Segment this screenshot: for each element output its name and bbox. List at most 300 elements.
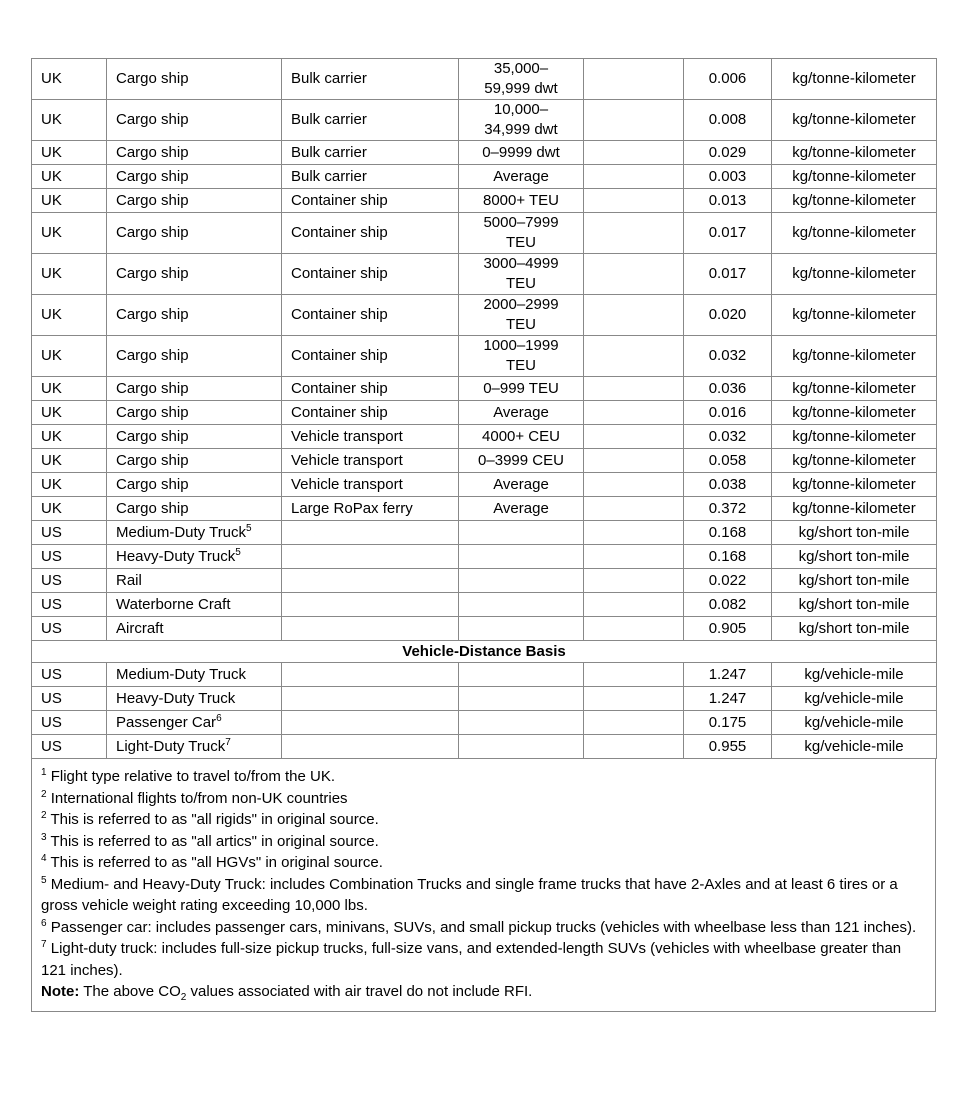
size-cell-text: 5000–7999 TEU xyxy=(483,214,559,251)
mode-cell xyxy=(107,735,282,759)
note-label: Note: xyxy=(41,983,80,1000)
factor-cell-text: 0.029 xyxy=(708,143,747,161)
table-row xyxy=(32,711,937,735)
unit-cell-text: kg/short ton-mile xyxy=(798,619,910,637)
mode-cell-text: Cargo ship xyxy=(116,427,189,445)
mode-cell xyxy=(107,521,282,545)
footnote-mark: 2 xyxy=(41,788,47,800)
region-cell xyxy=(32,735,107,759)
unit-cell xyxy=(772,473,937,497)
blank-cell xyxy=(584,254,684,295)
table-row xyxy=(32,189,937,213)
size-cell xyxy=(459,295,584,336)
factor-cell-text: 0.032 xyxy=(708,427,747,445)
unit-cell-text: kg/tonne-kilometer xyxy=(792,499,916,517)
factor-cell xyxy=(684,295,772,336)
factor-cell-text: 0.036 xyxy=(708,379,747,397)
footnote-text: This is referred to as "all rigids" in original source. xyxy=(46,811,379,828)
unit-cell xyxy=(772,687,937,711)
type-cell-text: Vehicle transport xyxy=(291,427,403,445)
region-cell-text: UK xyxy=(41,379,62,397)
factor-cell xyxy=(684,617,772,641)
unit-cell xyxy=(772,663,937,687)
table-row xyxy=(32,449,937,473)
type-cell xyxy=(282,254,459,295)
footnote-ref: 5 xyxy=(235,546,241,558)
region-cell xyxy=(32,401,107,425)
region-cell xyxy=(32,141,107,165)
mode-cell-text: Cargo ship xyxy=(116,70,189,87)
unit-cell xyxy=(772,295,937,336)
mode-cell xyxy=(107,377,282,401)
factor-cell-text: 0.003 xyxy=(708,167,747,185)
type-cell xyxy=(282,593,459,617)
unit-cell-text: kg/tonne-kilometer xyxy=(792,167,916,185)
mode-cell xyxy=(107,569,282,593)
region-cell-text: US xyxy=(41,713,62,731)
table-row xyxy=(32,569,937,593)
mode-cell-text: Cargo ship xyxy=(116,224,189,241)
mode-cell-text: Heavy-Duty Truck xyxy=(116,547,236,565)
region-cell-text: UK xyxy=(41,167,62,185)
factor-cell-text: 0.082 xyxy=(708,595,747,613)
region-cell-text: US xyxy=(41,619,62,637)
mode-cell-text: Cargo ship xyxy=(116,306,189,323)
factor-cell xyxy=(684,213,772,254)
region-cell-text: UK xyxy=(41,475,62,493)
type-cell xyxy=(282,59,459,100)
size-cell xyxy=(459,165,584,189)
factor-cell xyxy=(684,165,772,189)
unit-cell-text: kg/short ton-mile xyxy=(798,523,910,541)
footnote-item xyxy=(41,788,926,810)
type-cell xyxy=(282,425,459,449)
unit-cell-text: kg/tonne-kilometer xyxy=(792,265,916,282)
type-cell xyxy=(282,521,459,545)
region-cell-text: UK xyxy=(41,347,62,364)
factor-cell xyxy=(684,663,772,687)
type-cell xyxy=(282,687,459,711)
region-cell-text: UK xyxy=(41,306,62,323)
blank-cell xyxy=(584,425,684,449)
region-cell-text: UK xyxy=(41,224,62,241)
factor-cell-text: 0.168 xyxy=(708,523,747,541)
size-cell xyxy=(459,449,584,473)
type-cell-text: Container ship xyxy=(291,306,388,323)
type-cell-text: Container ship xyxy=(291,191,388,209)
blank-cell xyxy=(584,336,684,377)
factor-cell xyxy=(684,449,772,473)
region-cell-text: US xyxy=(41,737,62,755)
footnote-mark: 7 xyxy=(41,939,47,950)
type-cell-text: Large RoPax ferry xyxy=(291,499,413,517)
type-cell xyxy=(282,377,459,401)
mode-cell xyxy=(107,141,282,165)
unit-cell xyxy=(772,425,937,449)
mode-cell xyxy=(107,425,282,449)
type-cell xyxy=(282,100,459,141)
region-cell xyxy=(32,377,107,401)
type-cell-text: Container ship xyxy=(291,224,388,241)
type-cell xyxy=(282,663,459,687)
type-cell xyxy=(282,401,459,425)
region-cell-text: US xyxy=(41,689,62,707)
mode-cell-text: Cargo ship xyxy=(116,191,189,209)
factor-cell-text: 0.013 xyxy=(708,191,747,209)
unit-cell-text: kg/tonne-kilometer xyxy=(792,403,916,421)
mode-cell xyxy=(107,401,282,425)
footnote-text: International flights to/from non-UK countries xyxy=(46,789,348,807)
table-body-weight-distance xyxy=(32,59,937,641)
unit-cell-text: kg/tonne-kilometer xyxy=(792,475,916,493)
table-row xyxy=(32,425,937,449)
blank-cell xyxy=(584,401,684,425)
mode-cell-text: Cargo ship xyxy=(116,475,189,493)
size-cell xyxy=(459,521,584,545)
unit-cell-text: kg/vehicle-mile xyxy=(804,737,904,755)
region-cell xyxy=(32,100,107,141)
mode-cell xyxy=(107,593,282,617)
factor-cell-text: 0.016 xyxy=(708,403,747,421)
blank-cell xyxy=(584,545,684,569)
factor-cell xyxy=(684,141,772,165)
footnote-item xyxy=(41,831,926,853)
region-cell xyxy=(32,473,107,497)
type-cell-text: Container ship xyxy=(291,265,388,282)
size-cell-text: 0–999 TEU xyxy=(483,379,559,397)
footnote-item xyxy=(41,917,926,939)
footnote-item xyxy=(41,852,926,874)
unit-cell xyxy=(772,569,937,593)
region-cell xyxy=(32,254,107,295)
size-cell-text: 0–9999 dwt xyxy=(482,143,560,161)
mode-cell xyxy=(107,545,282,569)
blank-cell xyxy=(584,295,684,336)
region-cell-text: UK xyxy=(41,427,62,445)
size-cell xyxy=(459,141,584,165)
blank-cell xyxy=(584,593,684,617)
mode-cell xyxy=(107,711,282,735)
blank-cell xyxy=(584,711,684,735)
blank-cell xyxy=(584,473,684,497)
size-cell-text: Average xyxy=(493,499,549,517)
mode-cell-text: Cargo ship xyxy=(116,379,189,397)
region-cell xyxy=(32,59,107,100)
table-row xyxy=(32,735,937,759)
mode-cell-text: Aircraft xyxy=(116,619,164,637)
table-row xyxy=(32,100,937,141)
type-cell xyxy=(282,735,459,759)
mode-cell xyxy=(107,213,282,254)
size-cell-text: 1000–1999 TEU xyxy=(483,337,559,374)
factor-cell-text: 0.905 xyxy=(708,619,747,637)
type-cell xyxy=(282,617,459,641)
mode-cell xyxy=(107,336,282,377)
blank-cell xyxy=(584,497,684,521)
unit-cell xyxy=(772,449,937,473)
region-cell xyxy=(32,295,107,336)
unit-cell-text: kg/tonne-kilometer xyxy=(792,306,916,323)
type-cell-text: Container ship xyxy=(291,379,388,397)
type-cell-text: Bulk carrier xyxy=(291,143,367,161)
unit-cell xyxy=(772,336,937,377)
mode-cell xyxy=(107,449,282,473)
factor-cell-text: 0.168 xyxy=(708,547,747,565)
region-cell-text: UK xyxy=(41,143,62,161)
region-cell xyxy=(32,189,107,213)
footnote-ref: 5 xyxy=(246,522,252,534)
factor-cell xyxy=(684,189,772,213)
unit-cell-text: kg/tonne-kilometer xyxy=(792,379,916,397)
footnote-text: Medium- and Heavy-Duty Truck: includes Combination Trucks and single frame trucks that have 2-Axles and at least 6 tires or a gross vehicle weight rating exceeding 10,000 lbs. xyxy=(41,875,898,914)
mode-cell-text: Waterborne Craft xyxy=(116,595,231,613)
table-row xyxy=(32,617,937,641)
region-cell xyxy=(32,336,107,377)
footnote-ref: 6 xyxy=(216,712,222,724)
factor-cell-text: 1.247 xyxy=(708,689,747,707)
footnote-mark: 6 xyxy=(41,917,47,929)
table-body-section xyxy=(32,641,937,663)
table-row xyxy=(32,497,937,521)
factor-cell xyxy=(684,735,772,759)
size-cell xyxy=(459,545,584,569)
mode-cell-text: Cargo ship xyxy=(116,347,189,364)
table-row xyxy=(32,165,937,189)
factor-cell-text: 0.175 xyxy=(708,713,747,731)
type-cell-text: Vehicle transport xyxy=(291,475,403,493)
unit-cell xyxy=(772,213,937,254)
table-row xyxy=(32,401,937,425)
blank-cell xyxy=(584,165,684,189)
footnote-mark: 5 xyxy=(41,874,47,886)
type-cell xyxy=(282,336,459,377)
emissions-factor-table-fragment xyxy=(31,58,936,1012)
mode-cell xyxy=(107,295,282,336)
mode-cell xyxy=(107,254,282,295)
size-cell xyxy=(459,254,584,295)
type-cell-text: Vehicle transport xyxy=(291,451,403,469)
blank-cell xyxy=(584,189,684,213)
factor-cell xyxy=(684,497,772,521)
mode-cell-text: Cargo ship xyxy=(116,451,189,469)
table-row xyxy=(32,663,937,687)
region-cell-text: US xyxy=(41,595,62,613)
size-cell xyxy=(459,569,584,593)
mode-cell-text: Cargo ship xyxy=(116,111,189,128)
type-cell xyxy=(282,545,459,569)
factor-cell xyxy=(684,711,772,735)
mode-cell xyxy=(107,59,282,100)
region-cell xyxy=(32,449,107,473)
mode-cell-text: Cargo ship xyxy=(116,403,189,421)
factor-cell-text: 1.247 xyxy=(708,665,747,683)
size-cell-text: Average xyxy=(493,475,549,493)
unit-cell xyxy=(772,521,937,545)
mode-cell-text: Cargo ship xyxy=(116,167,189,185)
size-cell xyxy=(459,336,584,377)
footnote-ref: 7 xyxy=(225,736,231,748)
factor-cell xyxy=(684,425,772,449)
footnote-text: Flight type relative to travel to/from the UK. xyxy=(46,768,336,785)
factor-cell-text: 0.022 xyxy=(708,571,747,589)
size-cell-text: 3000–4999 TEU xyxy=(483,255,559,292)
factor-cell xyxy=(684,521,772,545)
unit-cell-text: kg/short ton-mile xyxy=(798,547,910,565)
type-cell xyxy=(282,569,459,593)
region-cell xyxy=(32,617,107,641)
blank-cell xyxy=(584,59,684,100)
factor-cell xyxy=(684,473,772,497)
factor-cell xyxy=(684,401,772,425)
region-cell xyxy=(32,165,107,189)
table-row xyxy=(32,59,937,100)
table-row xyxy=(32,141,937,165)
footnote-text: This is referred to as "all HGVs" in original source. xyxy=(46,854,383,871)
mode-cell-text: Medium-Duty Truck xyxy=(116,523,247,541)
region-cell-text: US xyxy=(41,665,62,683)
blank-cell xyxy=(584,449,684,473)
footnote-item xyxy=(41,809,926,831)
factor-cell xyxy=(684,59,772,100)
region-cell-text: UK xyxy=(41,499,62,517)
blank-cell xyxy=(584,141,684,165)
mode-cell-text: Passenger Car xyxy=(116,713,217,731)
region-cell-text: UK xyxy=(41,265,62,282)
size-cell-text: 4000+ CEU xyxy=(482,427,560,445)
factor-cell-text: 0.032 xyxy=(708,347,747,364)
size-cell xyxy=(459,497,584,521)
unit-cell xyxy=(772,100,937,141)
size-cell-text: 35,000– 59,999 dwt xyxy=(484,60,558,97)
region-cell xyxy=(32,711,107,735)
region-cell-text: UK xyxy=(41,111,62,128)
unit-cell-text: kg/tonne-kilometer xyxy=(792,224,916,241)
table-body-vehicle-distance xyxy=(32,663,937,759)
unit-cell-text: kg/vehicle-mile xyxy=(804,689,904,707)
size-cell xyxy=(459,59,584,100)
note-subscript: 2 xyxy=(180,992,187,1003)
region-cell-text: UK xyxy=(41,451,62,469)
size-cell xyxy=(459,593,584,617)
factor-cell xyxy=(684,687,772,711)
blank-cell xyxy=(584,663,684,687)
size-cell-text: 10,000– 34,999 dwt xyxy=(484,101,558,138)
unit-cell-text: kg/tonne-kilometer xyxy=(792,427,916,445)
factor-cell-text: 0.017 xyxy=(708,265,747,282)
footnote-text: Light-duty truck: includes full-size pickup trucks, full-size vans, and extended-length SUVs (vehicles with wheelbase greater than 121 inches). xyxy=(41,940,902,979)
unit-cell-text: kg/tonne-kilometer xyxy=(792,191,916,209)
unit-cell xyxy=(772,165,937,189)
type-cell-text: Bulk carrier xyxy=(291,70,367,87)
unit-cell-text: kg/tonne-kilometer xyxy=(792,347,916,364)
table-row xyxy=(32,521,937,545)
unit-cell-text: kg/vehicle-mile xyxy=(804,713,904,731)
size-cell xyxy=(459,735,584,759)
blank-cell xyxy=(584,100,684,141)
unit-cell-text: kg/short ton-mile xyxy=(798,571,910,589)
note-line xyxy=(41,981,926,1003)
region-cell xyxy=(32,497,107,521)
region-cell-text: UK xyxy=(41,403,62,421)
factor-cell-text: 0.008 xyxy=(708,111,747,128)
factor-cell xyxy=(684,336,772,377)
unit-cell xyxy=(772,711,937,735)
region-cell xyxy=(32,521,107,545)
blank-cell xyxy=(584,377,684,401)
size-cell xyxy=(459,711,584,735)
factor-cell xyxy=(684,593,772,617)
footnote-item xyxy=(41,938,926,981)
note-text-after: values associated with air travel do not include RFI. xyxy=(186,983,533,1000)
unit-cell xyxy=(772,59,937,100)
unit-cell xyxy=(772,497,937,521)
size-cell-text: Average xyxy=(493,167,549,185)
footnotes xyxy=(31,759,936,1012)
region-cell xyxy=(32,213,107,254)
mode-cell-text: Heavy-Duty Truck xyxy=(116,689,236,707)
size-cell-text: 2000–2999 TEU xyxy=(483,296,559,333)
size-cell xyxy=(459,425,584,449)
type-cell xyxy=(282,213,459,254)
unit-cell-text: kg/short ton-mile xyxy=(798,595,910,613)
factor-cell-text: 0.955 xyxy=(708,737,747,755)
size-cell xyxy=(459,100,584,141)
unit-cell-text: kg/tonne-kilometer xyxy=(792,111,916,128)
factor-cell xyxy=(684,100,772,141)
size-cell-text: 8000+ TEU xyxy=(482,191,560,209)
size-cell-text: Average xyxy=(493,403,549,421)
table-row xyxy=(32,473,937,497)
size-cell xyxy=(459,687,584,711)
mode-cell xyxy=(107,100,282,141)
footnote-text: This is referred to as "all artics" in original source. xyxy=(46,832,379,850)
mode-cell-text: Light-Duty Truck xyxy=(116,737,226,755)
unit-cell-text: kg/tonne-kilometer xyxy=(792,451,916,469)
unit-cell xyxy=(772,377,937,401)
mode-cell xyxy=(107,617,282,641)
factor-cell xyxy=(684,254,772,295)
unit-cell xyxy=(772,141,937,165)
type-cell xyxy=(282,295,459,336)
type-cell xyxy=(282,497,459,521)
unit-cell xyxy=(772,545,937,569)
table-row xyxy=(32,687,937,711)
table-row xyxy=(32,336,937,377)
table-row xyxy=(32,377,937,401)
region-cell-text: US xyxy=(41,571,62,589)
footnote-mark: 1 xyxy=(41,767,47,778)
mode-cell-text: Rail xyxy=(116,571,142,589)
factor-cell-text: 0.058 xyxy=(708,451,747,469)
unit-cell-text: kg/tonne-kilometer xyxy=(792,70,916,87)
mode-cell xyxy=(107,497,282,521)
blank-cell xyxy=(584,687,684,711)
blank-cell xyxy=(584,735,684,759)
region-cell-text: UK xyxy=(41,191,62,209)
factor-cell xyxy=(684,545,772,569)
blank-cell xyxy=(584,213,684,254)
factor-cell xyxy=(684,569,772,593)
size-cell xyxy=(459,663,584,687)
region-cell xyxy=(32,663,107,687)
type-cell-text: Bulk carrier xyxy=(291,111,367,128)
table-row xyxy=(32,295,937,336)
factor-cell-text: 0.372 xyxy=(708,499,747,517)
unit-cell-text: kg/vehicle-mile xyxy=(804,665,904,683)
region-cell xyxy=(32,569,107,593)
blank-cell xyxy=(584,617,684,641)
section-heading: Vehicle-Distance Basis xyxy=(32,641,937,663)
